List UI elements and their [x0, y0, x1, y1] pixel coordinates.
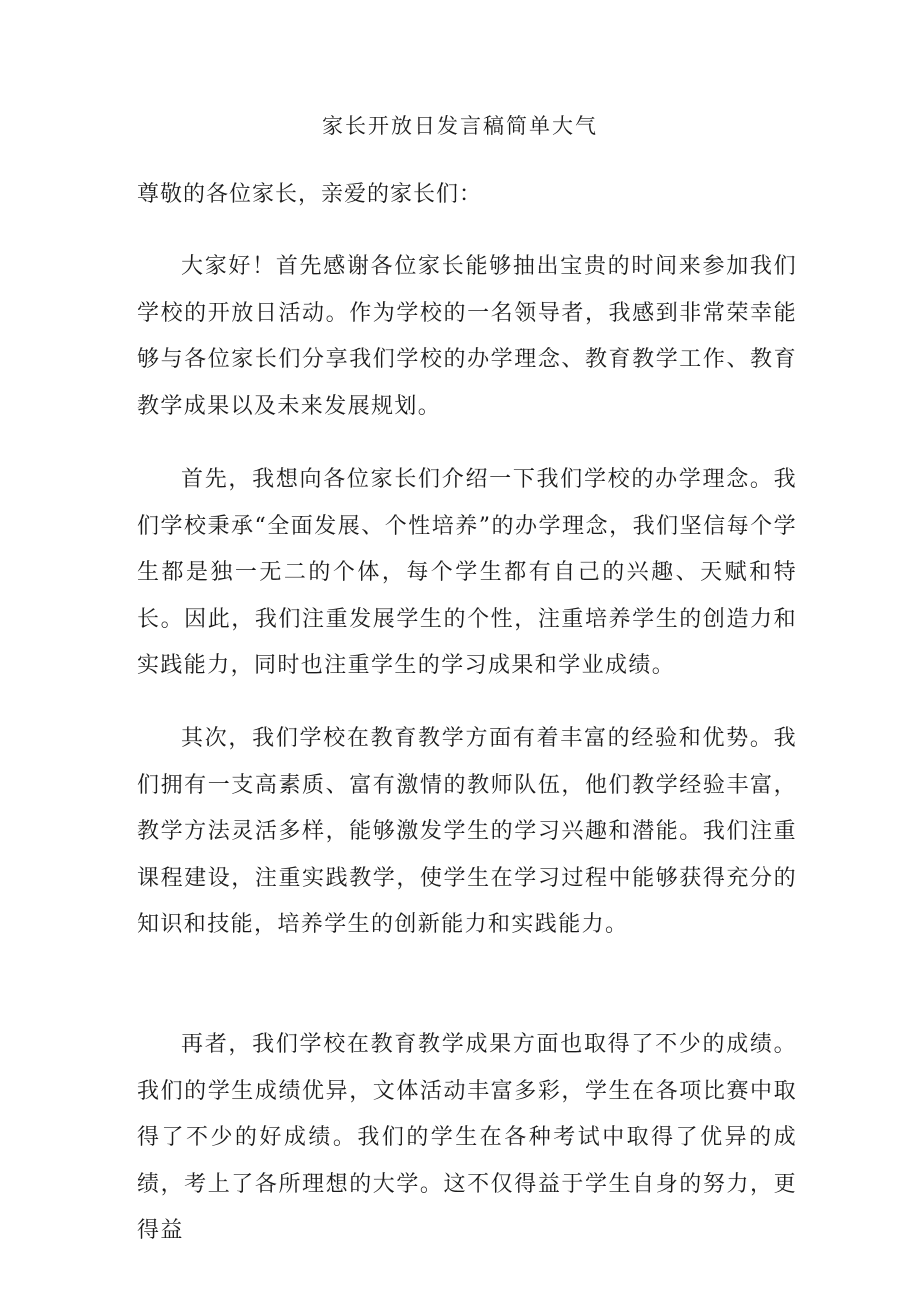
paragraph-intro: 大家好！首先感谢各位家长能够抽出宝贵的时间来参加我们学校的开放日活动。作为学校的一名领导者，我感到非常荣幸能够与各位家长们分享我们学校的办学理念、教育教学工作、教育教学成果以及未来发展规划。	[137, 254, 797, 419]
paragraph-teaching: 其次，我们学校在教育教学方面有着丰富的经验和优势。我们拥有一支高素质、富有激情的教师队伍，他们教学经验丰富，教学方法灵活多样，能够激发学生的学习兴趣和潜能。我们注重课程建设，注重实践教学，使学生在学习过程中能够获得充分的知识和技能，培养学生的创新能力和实践能力。	[137, 726, 797, 937]
paragraph-philosophy: 首先，我想向各位家长们介绍一下我们学校的办学理念。我们学校秉承“全面发展、个性培养”的办学理念，我们坚信每个学生都是独一无二的个体，每个学生都有自己的兴趣、天赋和特长。因此，我们注重发展学生的个性，注重培养学生的创造力和实践能力，同时也注重学生的学习成果和学业成绩。	[137, 467, 797, 678]
paragraph-achievements: 再者，我们学校在教育教学成果方面也取得了不少的成绩。我们的学生成绩优异，文体活动丰富多彩，学生在各项比赛中取得了不少的好成绩。我们的学生在各种考试中取得了优异的成绩，考上了各所理想的大学。这不仅得益于学生自身的努力，更得益	[137, 1032, 797, 1243]
salutation: 尊敬的各位家长，亲爱的家长们：	[137, 182, 483, 207]
document-title: 家长开放日发言稿简单大气	[322, 114, 598, 138]
